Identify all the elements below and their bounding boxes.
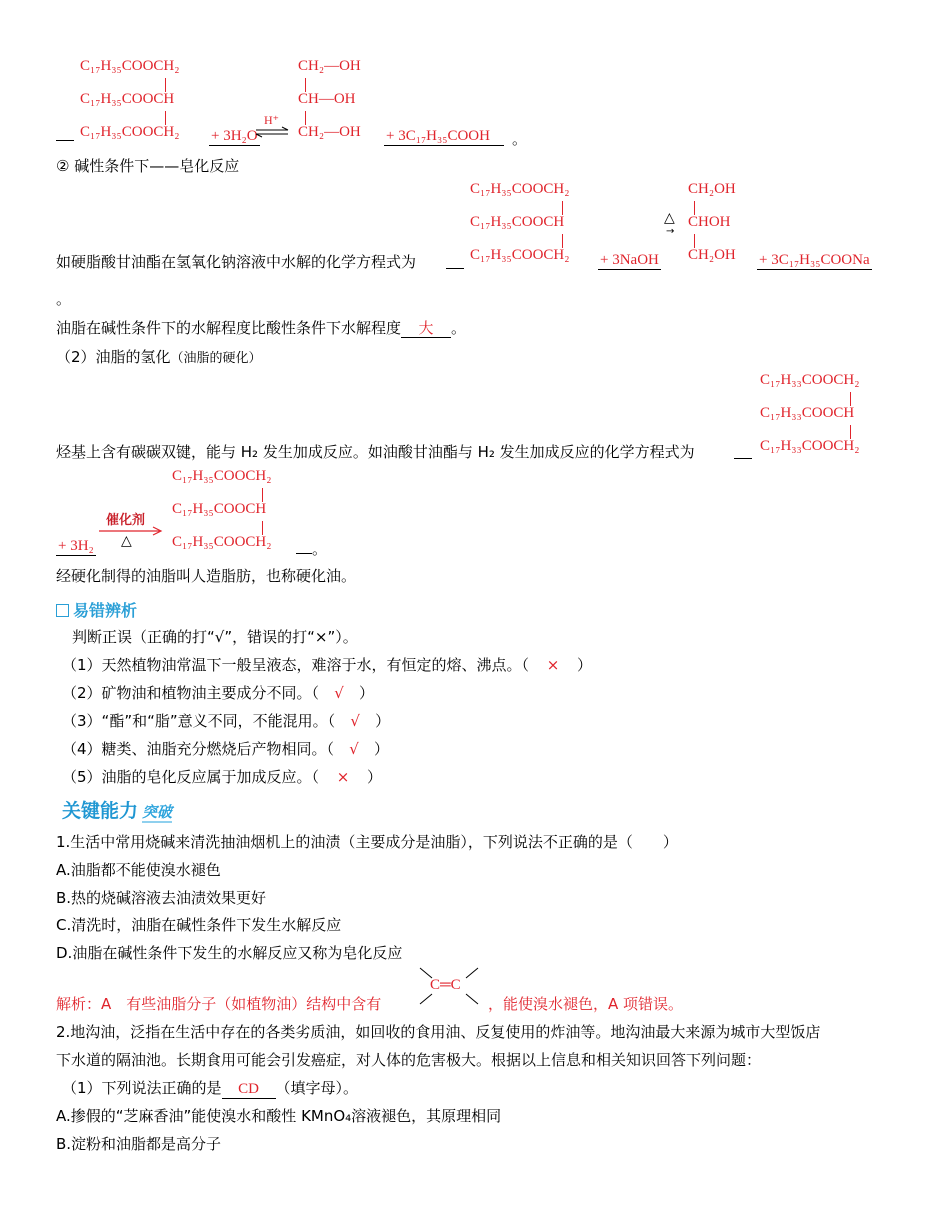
equilibrium-arrow-icon (254, 126, 292, 138)
glycerol-row-2: CH—OH (298, 91, 356, 107)
glycerol-row-1: CH₂—OH (298, 58, 361, 74)
judgment-item-3: （3）“酯”和“脂”意义不同，不能混用。（ √ ） (62, 712, 391, 730)
question-2-answer: CD (222, 1080, 276, 1099)
product-sodium-stearate: + 3C₁₇H₃₅COONa (759, 252, 870, 268)
key-ability-heading: 关键能力 突破 (62, 800, 173, 822)
reaction-arrow-icon: → (666, 226, 675, 237)
catalyst-label: 催化剂 (106, 513, 146, 528)
reagent-water: + 3H₂O (211, 128, 258, 144)
reagent-hydrogen: + 3H₂ (58, 538, 94, 554)
hydrolysis-comparison: 油脂在碱性条件下的水解程度比酸性条件下水解程度 大 。 (56, 319, 467, 337)
glycerol-row-3: CH₂—OH (298, 124, 361, 140)
judgment-mark: × (546, 656, 560, 674)
basic-heading: ② 碱性条件下——皂化反应 (56, 157, 240, 175)
analysis-suffix: ，能使溴水褪色，A 项错误。 (488, 995, 684, 1013)
judgment-mark: √ (350, 712, 360, 730)
judgment-mark: √ (349, 740, 359, 758)
ester-row-1: C₁₇H₃₅COOCH₂ (80, 58, 180, 74)
error-analysis-heading: 易错辨析 (56, 598, 137, 621)
question-2-sub-1: （1）下列说法正确的是 CD （填字母）。 (62, 1079, 359, 1097)
hydrogenation-question: 烃基上含有碳碳双键，能与 H₂ 发生加成反应。如油酸甘油酯与 H₂ 发生加成反应的化学方程式为 (56, 443, 695, 461)
question-2-option-a: A.掺假的“芝麻香油”能使溴水和酸性 KMnO₄溶液褪色，其原理相同 (56, 1107, 502, 1125)
question-2-line-1: 2.地沟油，泛指在生活中存在的各类劣质油，如回收的食用油、反复使用的炸油等。地沟油最大来源为城市大型饭店 (56, 1023, 821, 1041)
question-1: 1.生活中常用烧碱来清洗抽油烟机上的油渍（主要成分是油脂），下列说法不正确的是（ ） (56, 833, 678, 851)
judgment-item-2: （2）矿物油和植物油主要成分不同。（ √ ） (62, 684, 375, 702)
catalyst-label: H⁺ (264, 113, 279, 127)
error-analysis-intro: 判断正误（正确的打“√”，错误的打“×”）。 (72, 628, 358, 646)
double-bond-group: C═C (430, 977, 461, 993)
comparison-answer: 大 (401, 319, 451, 338)
question-1-option-d: D.油脂在碱性条件下发生的水解反应又称为皂化反应 (56, 944, 403, 962)
analysis-prefix: 解析：A 有些油脂分子（如植物油）结构中含有 (56, 995, 382, 1013)
product-stearic-acid: + 3C₁₇H₃₅COOH (384, 128, 504, 146)
judgment-mark: × (336, 768, 350, 786)
judgment-item-5: （5）油脂的皂化反应属于加成反应。（ × ） (62, 768, 383, 786)
answer-blank-lead (56, 140, 74, 141)
ester-row-3: C₁₇H₃₅COOCH₂ (80, 124, 180, 140)
question-2-line-2: 下水道的隔油池。长期食用可能会引发癌症，对人体的危害极大。根据以上信息和相关知识回答下列问题： (56, 1051, 762, 1069)
judgment-item-4: （4）糖类、油脂充分燃烧后产物相同。（ √ ） (62, 740, 390, 758)
judgment-mark: √ (334, 684, 344, 702)
judgment-item-1: （1）天然植物油常温下一般呈液态，难溶于水，有恒定的熔、沸点。（ × ） (62, 656, 593, 674)
hydrogenation-conclusion: 经硬化制得的油脂叫人造脂肪，也称硬化油。 (56, 567, 357, 585)
question-1-option-c: C.清洗时，油脂在碱性条件下发生水解反应 (56, 916, 342, 934)
checkbox-square-icon (56, 604, 69, 617)
reagent-naoh: + 3NaOH (600, 252, 659, 268)
question-2-option-b: B.淀粉和油脂都是高分子 (56, 1135, 222, 1153)
question-1-option-a: A.油脂都不能使溴水褪色 (56, 861, 221, 879)
saponification-question: 如硬脂酸甘油酯在氢氧化钠溶液中水解的化学方程式为 (56, 253, 417, 271)
hydrogenation-heading: （2）油脂的氢化（油脂的硬化） (56, 348, 262, 366)
ester-row-2: C₁₇H₃₅COOCH (80, 91, 175, 107)
heat-triangle-icon: △ (121, 533, 132, 549)
heat-triangle-icon: △ (664, 210, 675, 226)
question-1-option-b: B.热的烧碱溶液去油渍效果更好 (56, 889, 267, 907)
